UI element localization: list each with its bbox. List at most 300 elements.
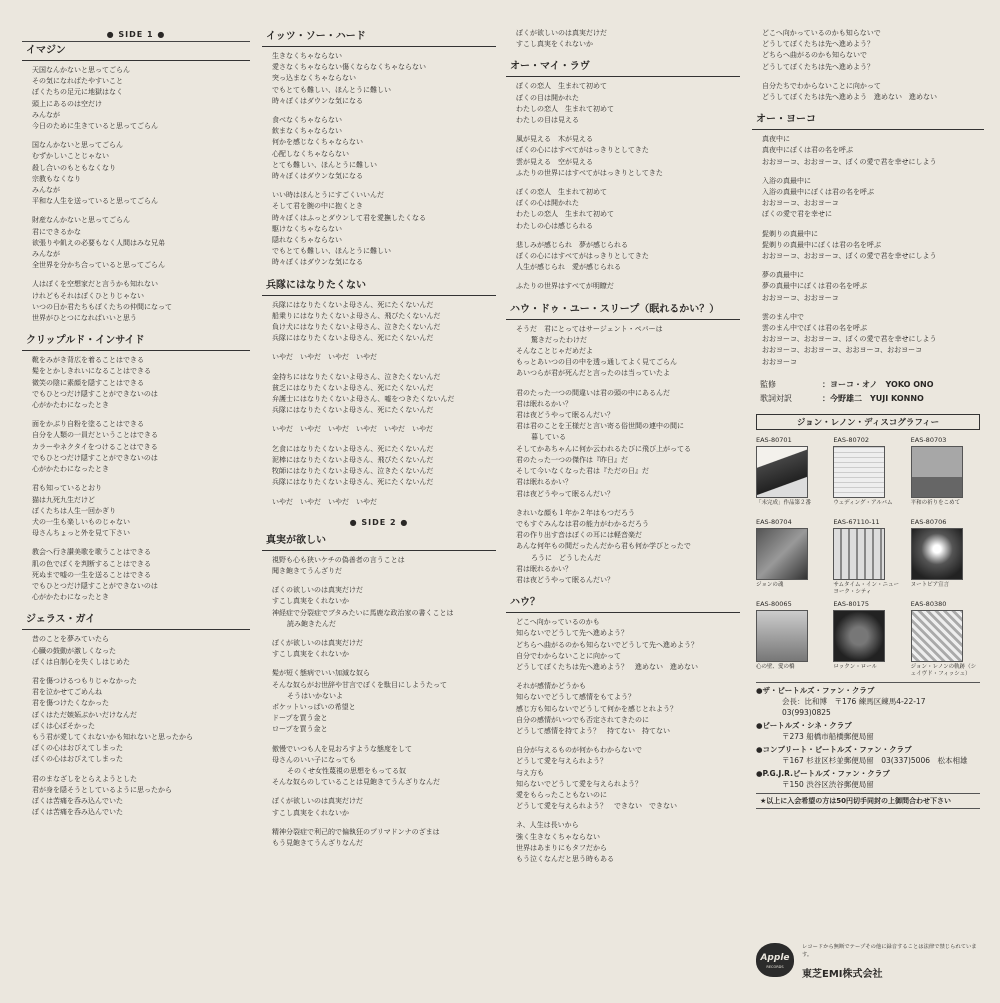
lyric-stanza — [272, 51, 496, 107]
lyric-stanza — [272, 115, 496, 182]
lyric-line: ぼくは苦痛を呑み込んでいた — [32, 808, 123, 817]
lyric-line: 昔のことを夢みていたら — [32, 635, 109, 644]
album-cover-image — [756, 610, 808, 662]
lyric-line: 牧師にはなりたくないよ母さん、泣きたくないんだ — [272, 467, 434, 476]
lyric-line: 心がかたわになったとき — [32, 593, 109, 602]
lyric-stanza — [272, 638, 496, 660]
lyric-stanza — [272, 444, 496, 489]
lyric-line: 兵隊にはなりたくないよ母さん、死にたくないんだ — [272, 406, 434, 415]
lyric-line: 真夜中にぼくは君の名を呼ぶ — [762, 146, 853, 155]
lyric-line: ぼくの心はおびえてしまった — [32, 744, 123, 753]
lyric-line: 雲のまん中でぼくは君の名を呼ぶ — [762, 324, 867, 333]
album-item — [833, 436, 902, 516]
lyric-stanza — [32, 483, 250, 539]
lyric-line: 雲が見える 空が見える — [516, 157, 593, 166]
lyric-line: でもひとつだけ隠すことができないのは — [32, 389, 158, 398]
lyric-stanza — [272, 668, 496, 735]
lyric-line: ぼくが欲しいのは真実だけだ — [272, 638, 363, 647]
album-catalog-number: EAS-80703 — [910, 435, 947, 444]
lyric-line: 微笑の陰に素顔を隠すことはできる — [32, 378, 144, 387]
lyric-line: どこへ向かっているのかも — [516, 618, 600, 627]
lyric-line: 髪が短く態病でいい加減な奴ら — [272, 669, 370, 678]
album-cover-image — [911, 610, 963, 662]
lyric-line: そのくせ女性蔑視の思想をもってる奴 — [280, 766, 406, 775]
lyric-stanza — [32, 634, 250, 668]
lyric-line: 入浴の真最中に — [762, 176, 811, 185]
lyric-line: あんな何年もの間だったんだから君も何か学びとったで — [516, 542, 691, 551]
credit-translator — [760, 392, 984, 406]
lyric-line: 食べなくちゃならない — [272, 116, 342, 125]
lyric-stanza — [762, 270, 984, 304]
lyric-line: 視野も心も狭いケチの偽善者の言うことは — [272, 555, 405, 564]
lyric-line: 君は眠れるかい？ — [516, 564, 572, 573]
lyric-line: わたしの恋人 生まれて初めて — [516, 210, 614, 219]
lyric-line: 強く生きなくちゃならない — [516, 832, 600, 841]
lyric-line: どうしてぼくたちは先へ進めよう？ — [762, 62, 874, 71]
lyric-line: 全世界を分かち合っていると思ってごらん — [32, 261, 165, 270]
lyric-line: 知らないでどうして愛を与えられよう？ — [516, 779, 642, 788]
lyric-line: 君のたった一つの間違いは君の頭の中にあるんだ — [516, 388, 670, 397]
lyric-stanza — [32, 676, 250, 766]
lyric-stanza — [32, 419, 250, 475]
lyric-line: 貧乏にはなりたくないよ母さん、死にたくないんだ — [272, 383, 434, 392]
lyric-stanza — [272, 190, 496, 268]
lyric-stanza — [516, 187, 740, 232]
lyric-line: ぼくは心ぼそかった — [32, 721, 95, 730]
lyric-line: 入浴の真最中にぼくは君の名を呼ぶ — [762, 188, 874, 197]
lyric-line: ふたりの世界はすべてが明瞭だ — [516, 282, 614, 291]
song-title: イマジン — [22, 42, 250, 61]
lyric-line: 何かを感じなくちゃならない — [272, 138, 363, 147]
lyric-line: でもひとつだけ隠すことができないのは — [32, 581, 158, 590]
album-item — [756, 518, 825, 598]
record-label: 東芝EMI株式会社 — [802, 969, 883, 980]
album-item — [833, 518, 902, 598]
lyric-stanza — [516, 508, 740, 586]
lyric-line: 泥棒にはなりたくないよ母さん、飛びたくないんだ — [272, 455, 434, 464]
album-catalog-number: EAS-80704 — [756, 517, 792, 526]
song-title: ハウ・ドゥ・ユー・スリープ（眠れるかい？） — [506, 301, 740, 320]
lyric-line: 愛さなくちゃならない傷くならなくちゃならない — [272, 63, 426, 72]
logo-sub: RECORDS — [766, 965, 784, 969]
song-block — [506, 28, 740, 50]
lyric-line: 負け犬にはなりたくないよ母さん、泣きたくないんだ — [272, 323, 441, 332]
lyric-line: 国なんかないと思ってごらん — [32, 141, 123, 150]
lyric-line: 君は君のことを王様だと言い寄る俗世間の連中の間に — [516, 422, 684, 431]
lyric-stanza — [516, 681, 740, 737]
album-title: 心の壁、愛の橋 — [756, 663, 795, 670]
album-title: サムタイム・イン・ニューヨーク・シティ — [833, 581, 899, 595]
lyric-line: おおヨーコ、おおヨーコ、ぼくの愛で君を幸せにしよう — [762, 157, 937, 166]
lyric-line: おおヨーコ、おおヨーコ、おおヨーコ、おおヨーコ — [762, 346, 923, 355]
lyric-line: 船乗りにはなりたくないよ母さん、飛びたくないんだ — [272, 311, 441, 320]
lyric-line: むずかしいことじゃない — [32, 152, 109, 161]
album-title: ヌートピア宣言 — [910, 581, 950, 588]
lyric-line: 君のたった一つの傑作は『昨日』だ — [516, 455, 628, 464]
lyric-stanza — [272, 744, 496, 789]
lyric-line: 聞き飽きてうんざりだ — [272, 566, 342, 575]
logo-text: Apple — [760, 953, 790, 963]
lyric-stanza — [516, 81, 740, 126]
lyric-line: ぼくたちは人生一回かぎり — [32, 506, 116, 515]
column-3 — [506, 28, 740, 985]
lyric-line: いやだ いやだ いやだ いやだ — [272, 353, 377, 362]
lyric-line: 隠れなくちゃならない — [272, 236, 342, 245]
lyric-stanza — [32, 279, 250, 324]
lyric-line: 死ぬまで嘘の一生を送ることはできる — [32, 570, 151, 579]
lyric-line: どこへ向かっているのかも知らないで — [762, 29, 881, 37]
lyric-line: おおヨーコ、おおヨーコ、ぼくの愛で君を幸せにしよう — [762, 252, 937, 261]
album-grid — [752, 436, 984, 680]
lyric-line: ぼくの心はおびえてしまった — [32, 755, 123, 764]
lyric-line: 金持ちにはなりたくないよ母さん、泣きたくないんだ — [272, 372, 441, 381]
song-block — [262, 532, 496, 849]
lyric-line: それが感情かどうかも — [516, 682, 586, 691]
album-title: ウェディング・アルバム — [833, 499, 893, 506]
lyric-line: そうだ 君にとってはサージェント・ペパーは — [516, 324, 663, 333]
lyric-line: 人はぼくを空想家だと言うかも知れない — [32, 280, 158, 289]
fan-club-name: ●ザ・ビートルズ・ファン・クラブ — [756, 685, 875, 695]
lyric-line: 君は夜どうやって眠るんだい？ — [516, 411, 614, 420]
lyric-stanza — [32, 215, 250, 271]
album-title: ジョンの魂 — [756, 581, 784, 588]
lyric-line: もう泣くなんだと思う時もある — [516, 854, 614, 863]
album-catalog-number: EAS-67110-11 — [833, 517, 880, 526]
lyric-line: 駆けなくちゃならない — [272, 224, 342, 233]
lyric-line: ぼくの恋人 生まれて初めて — [516, 82, 607, 91]
credit-label: 歌詞対訳 — [760, 393, 792, 403]
lyric-line: ネ、人生は長いから — [516, 821, 579, 830]
lyric-stanza — [32, 547, 250, 603]
song-block — [262, 28, 496, 269]
lyric-line: すこし真実をくれないか — [272, 650, 349, 659]
song-block — [506, 301, 740, 586]
album-cover-image — [833, 446, 885, 498]
song-block — [262, 277, 496, 508]
lyric-line: ぼくたちの足元に地獄はなく — [32, 88, 123, 97]
lyric-line: そんな奴らがお世辞や甘言でぼくを駄目にしようたって — [272, 680, 447, 689]
lyric-line: 財産なんかないと思ってごらん — [32, 216, 130, 225]
lyric-line: どうして感情を持てよう？ 持てない 持てない — [516, 726, 670, 735]
lyric-line: 精神分裂症で利己的で偏執狂のプリマドンナのざまは — [272, 827, 440, 836]
song-title: オー・ヨーコ — [752, 111, 984, 130]
lyric-line: いつの日か君たちもぼくたちの仲間になって — [32, 302, 172, 311]
credit-label: 監修 — [760, 379, 776, 389]
lyric-stanza — [762, 28, 984, 73]
lyric-stanza — [762, 312, 984, 368]
lyric-line: 時々ぼくはふっとダウンして君を愛撫したくなる — [272, 213, 426, 222]
lyric-line: どうしてぼくたちは先へ進めよう 進めない 進めない — [762, 93, 937, 102]
lyric-line: 頭上にあるのは空だけ — [32, 99, 102, 108]
lyric-line: どちらへ曲がるのかも知らないでどうして先へ進めよう？ — [516, 640, 698, 649]
lyric-line: その気になればたやすいこと — [32, 77, 123, 86]
lyric-line: とても難しい、ほんとうに難しい — [272, 160, 377, 169]
lyric-line: 平和な人生を送っていると思ってごらん — [32, 197, 158, 206]
lyric-stanza — [32, 355, 250, 411]
lyric-line: あいつらが君が死んだと言ったのは当っていたよ — [516, 369, 670, 378]
side-1-header: ● SIDE 1 ● — [22, 28, 250, 42]
lyric-line: ぼくの愛で君を幸せに — [762, 210, 832, 219]
album-catalog-number: EAS-80175 — [833, 599, 870, 608]
discography-title: ジョン・レノン・ディスコグラフィー — [756, 414, 980, 430]
album-item — [911, 600, 980, 680]
lyric-line: ぼくの心にはすべてがはっきりとしてきた — [516, 146, 649, 155]
lyric-line: 兵隊にはなりたくないよ母さん、死にたくないんだ — [272, 334, 434, 343]
lyric-line: 君は眠れるかい？ — [516, 399, 572, 408]
song-block — [752, 111, 984, 368]
column-1 — [22, 28, 250, 985]
lyric-stanza — [762, 134, 984, 168]
lyric-line: ぼくは自制心を失くしはじめた — [32, 657, 130, 666]
album-item — [911, 518, 980, 598]
lyric-stanza — [272, 300, 496, 345]
lyric-stanza — [516, 324, 740, 380]
lyric-line: 君のまなざしをとらえようとした — [32, 774, 137, 783]
lyric-stanza — [762, 229, 984, 263]
lyric-line: みんなが — [32, 250, 60, 259]
album-title: ジョン・レノンの軌跡（シェイヴド・フィッシュ） — [910, 663, 977, 677]
lyric-line: 心臓の鼓動が激しくなった — [32, 646, 116, 655]
album-catalog-number: EAS-80380 — [910, 599, 947, 608]
lyric-stanza — [272, 424, 496, 435]
lyric-stanza — [272, 497, 496, 508]
lyric-line: 読み飽きたんだ — [280, 619, 336, 628]
lyric-line: そんなことじゃだめだよ — [516, 347, 593, 356]
song-title: クリップルド・インサイド — [22, 332, 250, 351]
song-title: 真実が欲しい — [262, 532, 496, 551]
album-title: ロックン・ロール — [833, 663, 878, 670]
fan-club-entry — [752, 720, 984, 742]
lyric-line: でもとても難しい、ほんとうに難しい — [272, 85, 391, 94]
lyric-line: 感じ方も知らないでどうして何かを感じとれよう？ — [516, 704, 677, 713]
lyric-line: 犬の一生も楽しいものじゃない — [32, 517, 130, 526]
song-block — [22, 611, 250, 818]
col1-songs — [22, 42, 250, 818]
lyric-line: どうして愛を与えられよう？ できない できない — [516, 802, 677, 811]
lyric-line: 弁護士にはなりたくないよ母さん、嘘をつきたくないんだ — [272, 395, 455, 404]
lyric-line: ふたりの世界にはすべてがはっきりとしてきた — [516, 168, 663, 177]
lyric-line: おおヨーコ — [762, 357, 797, 366]
album-item — [833, 600, 902, 680]
lyric-stanza — [516, 134, 740, 179]
fan-club-name: ●P.G.J.R.ビートルズ・ファン・クラブ — [756, 768, 890, 778]
lyric-line: 風が見える 木が見える — [516, 135, 593, 144]
fan-club-entry — [752, 768, 984, 790]
lyric-line: 乞食にはなりたくないよ母さん、死にたくないんだ — [272, 444, 434, 453]
lyric-line: どちらへ曲がるのかも知らないで — [762, 51, 867, 60]
lyric-line: わたしの恋人 生まれて初めて — [516, 104, 614, 113]
lyric-line: 飲まなくちゃならない — [272, 127, 342, 136]
lyric-line: 君の作り出す音はぼくの耳には軽音楽だ — [516, 531, 642, 540]
lyric-line: 兵隊にはなりたくないよ母さん、死にたくないんだ — [272, 478, 434, 487]
col2-songs — [262, 28, 496, 849]
lyric-stanza — [272, 827, 496, 849]
lyric-line: 悲しみが感じられ 夢が感じられる — [516, 240, 628, 249]
side-2-header: ● SIDE 2 ● — [349, 517, 409, 527]
lyric-line: でもひとつだけ隠すことができないのは — [32, 453, 158, 462]
lyric-line: 真夜中に — [762, 135, 790, 144]
lyric-line: ロープを買う金と — [272, 725, 328, 734]
song-block — [506, 58, 740, 292]
lyric-line: 肌の色でぼくを判断することはできる — [32, 559, 151, 568]
fan-club-address: 会長：比和博 〒176 練馬区練馬4-22-17 03(993)0825 — [782, 696, 933, 717]
lyric-stanza — [516, 745, 740, 812]
lyric-line: 君は夜どうやって眠るんだい？ — [516, 489, 614, 498]
album-title: 「未完成」作品第２番 — [756, 499, 812, 506]
column-2 — [262, 28, 496, 985]
song-block — [506, 594, 740, 865]
lyric-line: 髭剃りの真最中にぼくは君の名を呼ぶ — [762, 240, 881, 249]
lyric-line: ドープを買う金と — [272, 714, 328, 723]
lyric-line: ぼくの欲しいのは真実だけだ — [272, 586, 363, 595]
song-title: 兵隊にはなりたくない — [262, 277, 496, 296]
fan-club-address: 〒273 船橋市船橋郵便局留 — [782, 731, 874, 741]
lyric-line: 自分でわからないことに向かって — [516, 651, 621, 660]
album-cover-image — [756, 528, 808, 580]
lyric-line: 君は眠れるかい？ — [516, 478, 572, 487]
lyric-line: 知らないでどうして先へ進めよう？ — [516, 629, 628, 638]
lyric-line: きれいな顔も１年か２年はもつだろう — [516, 508, 635, 517]
album-catalog-number: EAS-80706 — [910, 517, 947, 526]
lyric-stanza — [516, 617, 740, 673]
album-item — [756, 600, 825, 680]
lyric-line: おおヨーコ、おおヨーコ — [762, 293, 839, 302]
lyric-line: そして今いなくなった君は『ただの日』だ — [516, 467, 649, 476]
lyric-line: ぼくはただ嫉妬ぶかいだけなんだ — [32, 710, 137, 719]
lyric-line: でもすぐみんなは君の能力がわかるだろう — [516, 519, 649, 528]
lyric-line: 君が身を隠そうとしているように思ったから — [32, 785, 172, 794]
lyric-line: でもとても難しい、ほんとうに難しい — [272, 247, 391, 256]
lyric-stanza — [272, 796, 496, 818]
album-catalog-number: EAS-80065 — [756, 599, 792, 608]
lyric-line: もう君が愛してくれないかも知れないと思ったから — [32, 732, 193, 741]
lyric-stanza — [272, 555, 496, 577]
lyric-line: 自分たちでわからないことに向かって — [762, 81, 881, 90]
lyric-line: 宗教もなくなり — [32, 174, 81, 183]
lyric-line: そして君を腕の中に抱くとき — [272, 202, 363, 211]
album-title: 平和の祈りをこめて — [910, 499, 961, 506]
credit-value: ：ヨーコ・オノ YOKO ONO — [822, 379, 934, 389]
lyric-line: みんなが — [32, 110, 60, 119]
lyric-line: 君も知っているとおり — [32, 484, 102, 493]
song-title: ハウ？ — [506, 594, 740, 613]
lyric-line: そんな奴らのしていることは見飽きてうんざりなんだ — [272, 778, 440, 787]
lyric-line: おおヨーコ、おおヨーコ — [762, 199, 839, 208]
lyric-line: 殺し合いのもともなくなり — [32, 163, 116, 172]
lyric-line: 傲慢でいつも人を見おろすような態度をして — [272, 744, 412, 753]
lyric-stanza — [516, 820, 740, 865]
song-block — [752, 28, 984, 103]
fan-club-entry — [752, 685, 984, 718]
lyric-stanza — [516, 281, 740, 292]
album-cover-image — [833, 528, 885, 580]
song-block — [22, 42, 250, 324]
lyric-stanza — [516, 388, 740, 500]
lyric-stanza — [762, 176, 984, 221]
col3-songs — [506, 28, 740, 865]
album-cover-image — [756, 446, 808, 498]
lyric-line: そしてかあちゃんに何か云われるたびに飛び上がってる — [516, 444, 691, 453]
lyric-line: どうしてぼくたちは先へ進めよう？ — [762, 40, 874, 49]
lyric-line: 今日のために生きていると思ってごらん — [32, 122, 158, 131]
lyric-line: 知らないでどうして感情をもてよう？ — [516, 693, 635, 702]
lyric-stanza — [272, 585, 496, 630]
lyric-stanza — [516, 240, 740, 274]
lyric-line: 欲張りや飢えの必要もなく人間はみな兄弟 — [32, 238, 165, 247]
lyric-line: 母さんのいい子になっても — [272, 755, 356, 764]
lyric-line: ぼくの心にはすべてがはっきりとしてきた — [516, 252, 649, 261]
col4-songs — [752, 28, 984, 368]
fan-club-address: 〒150 渋谷区渋谷郵便局留 — [782, 779, 874, 789]
credit-supervisor — [760, 378, 984, 392]
lyric-line: 猫は九死九生だけど — [32, 495, 95, 504]
album-cover-image — [911, 528, 963, 580]
lyric-line: 神経症で分裂症でブタみたいに馬鹿な政治家の書くことは — [272, 608, 454, 617]
lyric-line: いやだ いやだ いやだ いやだ — [272, 497, 377, 506]
lyric-line: 面をかぶり自粉を塗ることはできる — [32, 420, 144, 429]
footer — [752, 939, 984, 987]
lyric-line: いやだ いやだ いやだ いやだ いやだ いやだ — [272, 425, 433, 434]
apple-logo-icon — [756, 943, 794, 977]
lyric-line: 時々ぼくはダウンな気になる — [272, 172, 363, 181]
notice: ★以上に入会希望の方は50円切手同封の上御問合わせ下さい — [756, 793, 980, 809]
lyric-line: 自分が与えるものが何かもわからないで — [516, 746, 642, 755]
lyric-line: 君を傷つけたくなかった — [32, 699, 109, 708]
lyric-line: 雲のまん中で — [762, 312, 804, 321]
lyric-line: ぼくの心は開かれた — [516, 199, 579, 208]
fan-club-address: 〒167 杉並区杉並郵便局留 03(337)5006 松本相雄 — [782, 755, 968, 765]
lyric-line: 与え方も — [516, 768, 544, 777]
album-catalog-number: EAS-80701 — [756, 435, 792, 444]
lyric-line: みんなが — [32, 186, 60, 195]
song-title: ジェラス・ガイ — [22, 611, 250, 630]
lyric-line: 時々ぼくはダウンな気になる — [272, 96, 363, 105]
lyric-stanza — [32, 774, 250, 819]
lyric-line: 心がかたわになったとき — [32, 401, 109, 410]
lyric-stanza — [32, 140, 250, 207]
lyric-line: 突っ込まなくちゃならない — [272, 74, 356, 83]
lyric-line: わたしの目は見える — [516, 116, 579, 125]
lyric-line: 夢の真最中に — [762, 271, 804, 280]
lyric-line: ぼくが欲しいのは真実だけだ — [516, 29, 607, 37]
lyric-line: 靴をみがき背広を着ることはできる — [32, 356, 144, 365]
lyric-line: 時々ぼくはダウンな気になる — [272, 258, 363, 267]
lyric-line: どうして愛を与えられよう？ — [516, 757, 607, 766]
lyric-line: 母さんちょっと外を見て下さい — [32, 529, 130, 538]
lyric-line: ポケットいっぱいの希望と — [272, 702, 356, 711]
credits — [760, 378, 984, 406]
lyric-line: もう見飽きてうんざりなんだ — [272, 838, 363, 847]
lyric-line: いい時はほんとうにすごくいいんだ — [272, 191, 384, 200]
lyric-line: 生きなくちゃならない — [272, 52, 342, 60]
song-title: イッツ・ソー・ハード — [262, 28, 496, 47]
lyric-line: 世界がひとつになればいいと思う — [32, 314, 137, 323]
lyric-line: 自分を人類の一員だということはできる — [32, 431, 158, 440]
lyric-line: カラーやネクタイをつけることはできる — [32, 442, 158, 451]
fan-clubs — [752, 685, 984, 790]
lyric-stanza — [272, 352, 496, 363]
lyric-line: ぼくの恋人 生まれて初めて — [516, 188, 607, 197]
lyric-stanza — [32, 65, 250, 132]
lyric-line: 心配しなくちゃならない — [272, 149, 349, 158]
lyric-line: 人生が感じられ 愛が感じられる — [516, 263, 621, 272]
lyric-line: おおヨーコ、おおヨーコ、ぼくの愛で君を幸せにしよう — [762, 335, 937, 344]
lyric-stanza — [762, 81, 984, 103]
lyric-line: 兵隊にはなりたくないよ母さん、死にたくないんだ — [272, 300, 434, 309]
lyric-line: 君を泣かせてごめんね — [32, 688, 102, 697]
lyric-line: すこし真実をくれないか — [516, 40, 593, 49]
lyric-line: ろうに どうしたんだ — [524, 553, 601, 562]
